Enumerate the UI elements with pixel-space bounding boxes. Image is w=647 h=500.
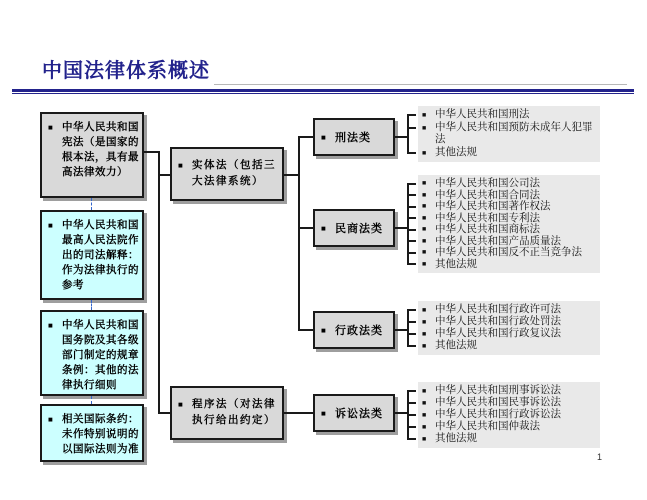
- dashed-connector: [91, 300, 92, 310]
- law-list-item: ■ 中华人民共和国刑法: [422, 109, 530, 120]
- bracket-tick: [407, 414, 416, 416]
- category-box-civil-commercial: [313, 209, 395, 247]
- state-council-regulations-label: 中华人民共和国国务院及其各级部门制定的规章条例：其他的法律执行细则: [62, 320, 139, 391]
- bracket-tick: [407, 345, 416, 347]
- bracket-tick: [407, 438, 416, 440]
- header-rule-thick: [12, 89, 634, 92]
- bullet-icon: ■: [422, 190, 427, 199]
- bullet-icon: ■: [422, 318, 427, 326]
- bracket-tick: [407, 333, 416, 335]
- category-criminal-label: 刑法类: [335, 132, 371, 144]
- category-box-administrative: [313, 311, 395, 349]
- bracket-tick: [407, 183, 416, 185]
- law-list-item: ■ 其他法规: [422, 258, 477, 270]
- law-list-item: ■ 中华人民共和国专利法: [422, 212, 540, 224]
- law-list-litigation: [418, 382, 600, 448]
- bullet-icon: ■: [48, 221, 53, 230]
- bullet-icon: ■: [422, 411, 427, 419]
- law-list-item: ■ 中华人民共和国行政许可法: [422, 304, 561, 315]
- bullet-icon: ■: [178, 161, 183, 170]
- category-civil-commercial-label: 民商法类: [335, 223, 383, 235]
- bullet-icon: ■: [48, 321, 53, 330]
- connector-line-v: [158, 151, 160, 414]
- bullet-icon: ■: [178, 400, 183, 409]
- law-list-item: ■ 其他法规: [422, 340, 477, 351]
- bullet-icon: ■: [422, 399, 427, 407]
- bracket-tick: [407, 127, 416, 129]
- bracket-tick: [407, 240, 416, 242]
- judicial-interpretation-box: [40, 210, 144, 300]
- substantive-law-box: [170, 147, 284, 201]
- bullet-icon: ■: [48, 415, 53, 424]
- bullet-icon: ■: [422, 236, 427, 245]
- bracket-tick: [407, 390, 416, 392]
- page-number: 1: [597, 452, 603, 462]
- connector-line-h: [298, 329, 313, 331]
- law-list-item: ■ 中华人民共和国行政处罚法: [422, 316, 561, 327]
- title-underline: [214, 84, 627, 85]
- bullet-icon: ■: [48, 123, 53, 132]
- bracket-tick: [407, 426, 416, 428]
- law-list-item: ■ 中华人民共和国预防未成年人犯罪法: [422, 121, 593, 145]
- bullet-icon: ■: [422, 387, 427, 395]
- page-title: 中国法律体系概述: [42, 60, 210, 82]
- law-list-item: ■ 中华人民共和国刑事诉讼法: [422, 385, 561, 396]
- bracket-tick: [407, 402, 416, 404]
- law-list-item: ■ 中华人民共和国商标法: [422, 224, 540, 235]
- law-list-item: ■ 其他法规: [422, 146, 477, 158]
- connector-line-v: [298, 136, 300, 331]
- constitution-box: [40, 112, 144, 198]
- bullet-icon: ■: [422, 306, 427, 314]
- category-litigation-label: 诉讼法类: [335, 408, 383, 420]
- law-list-item: ■ 中华人民共和国行政复议法: [422, 328, 561, 339]
- category-administrative-label: 行政法类: [335, 325, 383, 337]
- law-list-item: ■ 中华人民共和国合同法: [422, 189, 540, 201]
- connector-line-h: [298, 227, 313, 229]
- bracket-tick: [407, 321, 416, 323]
- bracket-tick: [407, 309, 416, 311]
- law-list-administrative: [418, 301, 600, 355]
- international-treaties-label: 相关国际条约：未作特别说明的以国际法则为准: [62, 414, 139, 455]
- bullet-icon: ■: [422, 248, 427, 256]
- procedural-law-label: 程序法（对法律执行给出约定）: [192, 399, 276, 426]
- law-list-item: ■ 中华人民共和国产品质量法: [422, 235, 561, 247]
- bullet-icon: ■: [422, 225, 427, 233]
- dashed-connector: [91, 198, 92, 210]
- law-list-civil-commercial: [418, 175, 600, 273]
- bullet-icon: ■: [422, 123, 427, 132]
- bracket-tick: [407, 194, 416, 196]
- bracket-tick: [407, 229, 416, 231]
- bullet-icon: ■: [422, 330, 427, 338]
- bullet-icon: ■: [321, 223, 326, 233]
- bracket-tick: [407, 252, 416, 254]
- bullet-icon: ■: [422, 213, 427, 222]
- bullet-icon: ■: [422, 423, 427, 431]
- bracket-tick: [407, 263, 416, 265]
- constitution-label: 中华人民共和国宪法（是国家的根本法，具有最高法律效力）: [62, 122, 139, 178]
- law-list-item: ■ 其他法规: [422, 433, 477, 444]
- law-list-item: ■ 中华人民共和国反不正当竞争法: [422, 247, 582, 258]
- bullet-icon: ■: [321, 325, 326, 335]
- bracket-line: [407, 309, 409, 347]
- bullet-icon: ■: [321, 132, 326, 142]
- law-list-item: ■ 中华人民共和国仲裁法: [422, 421, 540, 432]
- bullet-icon: ■: [321, 408, 326, 418]
- dashed-connector: [91, 396, 92, 404]
- bullet-icon: ■: [422, 259, 427, 268]
- bullet-icon: ■: [422, 179, 427, 187]
- bracket-line: [407, 114, 409, 154]
- connector-line-h: [298, 136, 313, 138]
- international-treaties-box: [40, 404, 144, 462]
- law-list-criminal: [418, 106, 600, 162]
- bracket-tick: [407, 114, 416, 116]
- substantive-law-label: 实体法（包括三大法律系统）: [192, 160, 276, 187]
- procedural-law-box: [170, 386, 284, 440]
- bracket-tick: [407, 217, 416, 219]
- bullet-icon: ■: [422, 435, 427, 443]
- bracket-tick: [407, 152, 416, 154]
- bullet-icon: ■: [422, 342, 427, 350]
- connector-line-h: [284, 412, 313, 414]
- law-list-item: ■ 中华人民共和国公司法: [422, 178, 540, 189]
- category-box-litigation: [313, 394, 395, 432]
- bullet-icon: ■: [422, 111, 427, 119]
- law-list-item: ■ 中华人民共和国行政诉讼法: [422, 409, 561, 420]
- judicial-interpretation-label: 中华人民共和国最高人民法院作出的司法解释：作为法律执行的参考: [62, 220, 139, 291]
- law-list-item: ■ 中华人民共和国民事诉讼法: [422, 397, 561, 408]
- category-box-criminal: [313, 118, 395, 156]
- bracket-tick: [407, 206, 416, 208]
- header-rule-thin: [12, 93, 634, 94]
- state-council-regulations-box: [40, 310, 144, 396]
- law-list-item: ■ 中华人民共和国著作权法: [422, 201, 551, 212]
- bullet-icon: ■: [422, 202, 427, 210]
- bullet-icon: ■: [422, 148, 427, 157]
